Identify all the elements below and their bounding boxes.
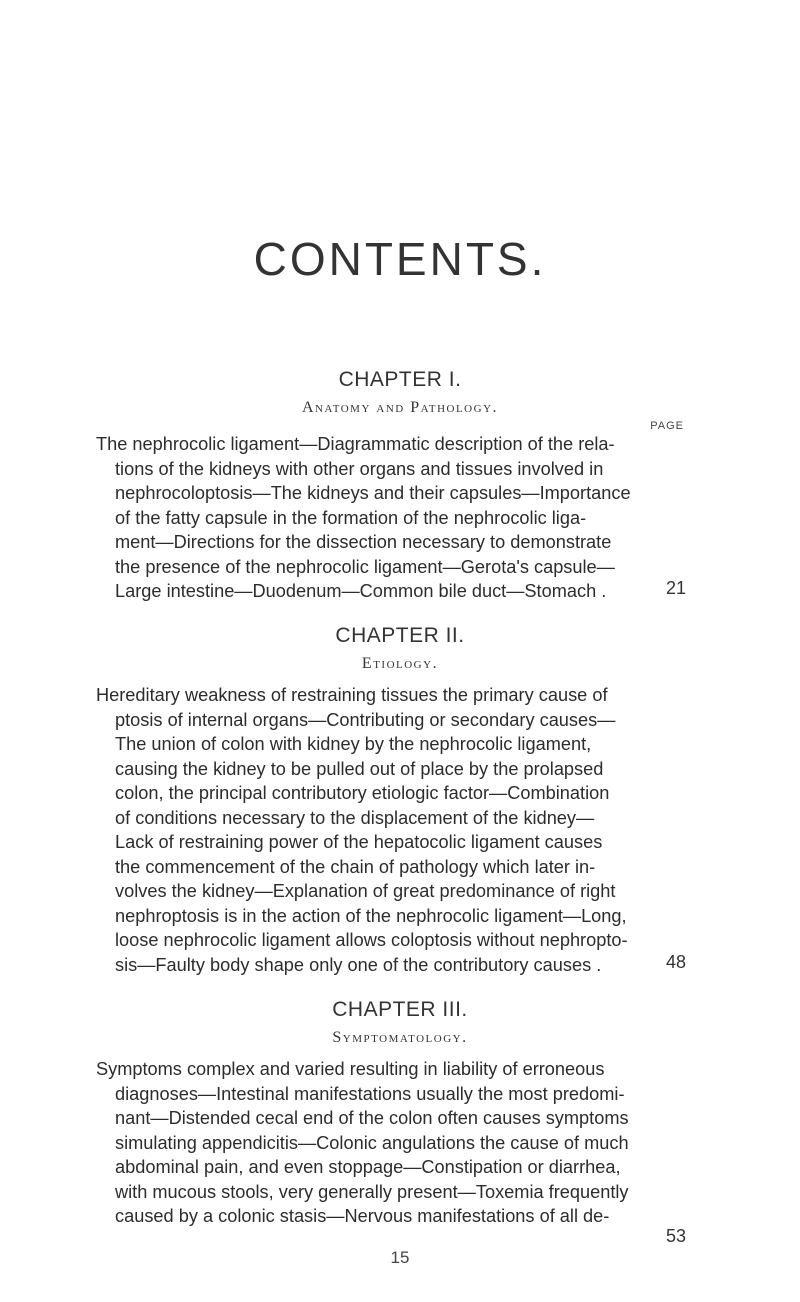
page-title: CONTENTS. xyxy=(253,233,547,285)
entry-line: causing the kidney to be pulled out of place by the prolapsed xyxy=(115,758,604,779)
chapter-3-page-number: 53 xyxy=(665,1226,686,1246)
entry-line: nephrocoloptosis—The kidneys and their capsules—Importance xyxy=(115,483,631,503)
page-column-label: PAGE xyxy=(650,420,684,432)
entry-line: The union of colon with kidney by the nephrocolic ligament, xyxy=(115,734,592,754)
entry-line: with mucous stools, very generally present—Toxemia frequently xyxy=(115,1181,629,1202)
entry-line: volves the kidney—Explanation of great predominance of right xyxy=(115,881,616,901)
entry-line: ment—Directions for the dissection necessary to demonstrate xyxy=(115,532,612,552)
entry-line: of conditions necessary to the displacement of the kidney— xyxy=(115,807,595,828)
entry-line: caused by a colonic stasis—Nervous manifestations of all de- xyxy=(115,1206,610,1226)
folio-page-number: 15 xyxy=(390,1248,410,1267)
chapter-3 xyxy=(0,996,800,1052)
chapter-subtitle: Symptomatology. xyxy=(332,1029,468,1046)
entry-line: loose nephrocolic ligament allows coloptosis without nephropto- xyxy=(115,930,628,950)
entry-line: sis—Faulty body shape only one of the contributory causes . xyxy=(115,954,602,975)
entry-line: the presence of the nephrocolic ligament—Gerota's capsule— xyxy=(115,556,615,577)
entry-line: of the fatty capsule in the formation of the nephrocolic liga- xyxy=(115,507,587,528)
entry-line: ptosis of internal organs—Contributing or secondary causes— xyxy=(115,709,616,730)
entry-line: diagnoses—Intestinal manifestations usually the most predomi- xyxy=(115,1083,625,1104)
entry-line: The nephrocolic ligament—Diagrammatic description of the rela- xyxy=(96,434,615,454)
chapter-heading: CHAPTER II. xyxy=(335,624,465,647)
entry-line: simulating appendicitis—Colonic angulations the cause of much xyxy=(115,1132,629,1153)
chapter-2-page-number: 48 xyxy=(665,952,686,972)
entry-line: nephroptosis is in the action of the nephrocolic ligament—Long, xyxy=(115,905,627,926)
entry-line: nant—Distended cecal end of the colon often causes symptoms xyxy=(115,1108,629,1128)
chapter-subtitle: Etiology. xyxy=(361,655,439,672)
chapter-1-entry xyxy=(96,432,656,604)
entry-line: the commencement of the chain of pathology which later in- xyxy=(115,856,596,877)
chapter-3-entry xyxy=(96,1057,656,1229)
chapter-2-entry xyxy=(96,683,656,977)
entry-line: colon, the principal contributory etiologic factor—Combination xyxy=(115,783,610,803)
entry-line: Hereditary weakness of restraining tissues the primary cause of xyxy=(96,685,608,705)
chapter-1-page-number: 21 xyxy=(665,578,686,598)
entry-line: Lack of restraining power of the hepatocolic ligament causes xyxy=(115,832,603,852)
entry-line: Symptoms complex and varied resulting in liability of erroneous xyxy=(96,1059,605,1079)
chapter-subtitle: Anatomy and Pathology. xyxy=(301,399,499,416)
entry-line: tions of the kidneys with other organs and tissues involved in xyxy=(115,458,604,479)
entry-line: abdominal pain, and even stoppage—Constipation or diarrhea, xyxy=(115,1157,621,1177)
entry-line: Large intestine—Duodenum—Common bile duct—Stomach . xyxy=(115,581,607,601)
chapter-1 xyxy=(0,366,800,422)
chapter-2 xyxy=(0,622,800,678)
chapter-heading: CHAPTER I. xyxy=(338,368,462,391)
chapter-heading: CHAPTER III. xyxy=(332,998,468,1021)
